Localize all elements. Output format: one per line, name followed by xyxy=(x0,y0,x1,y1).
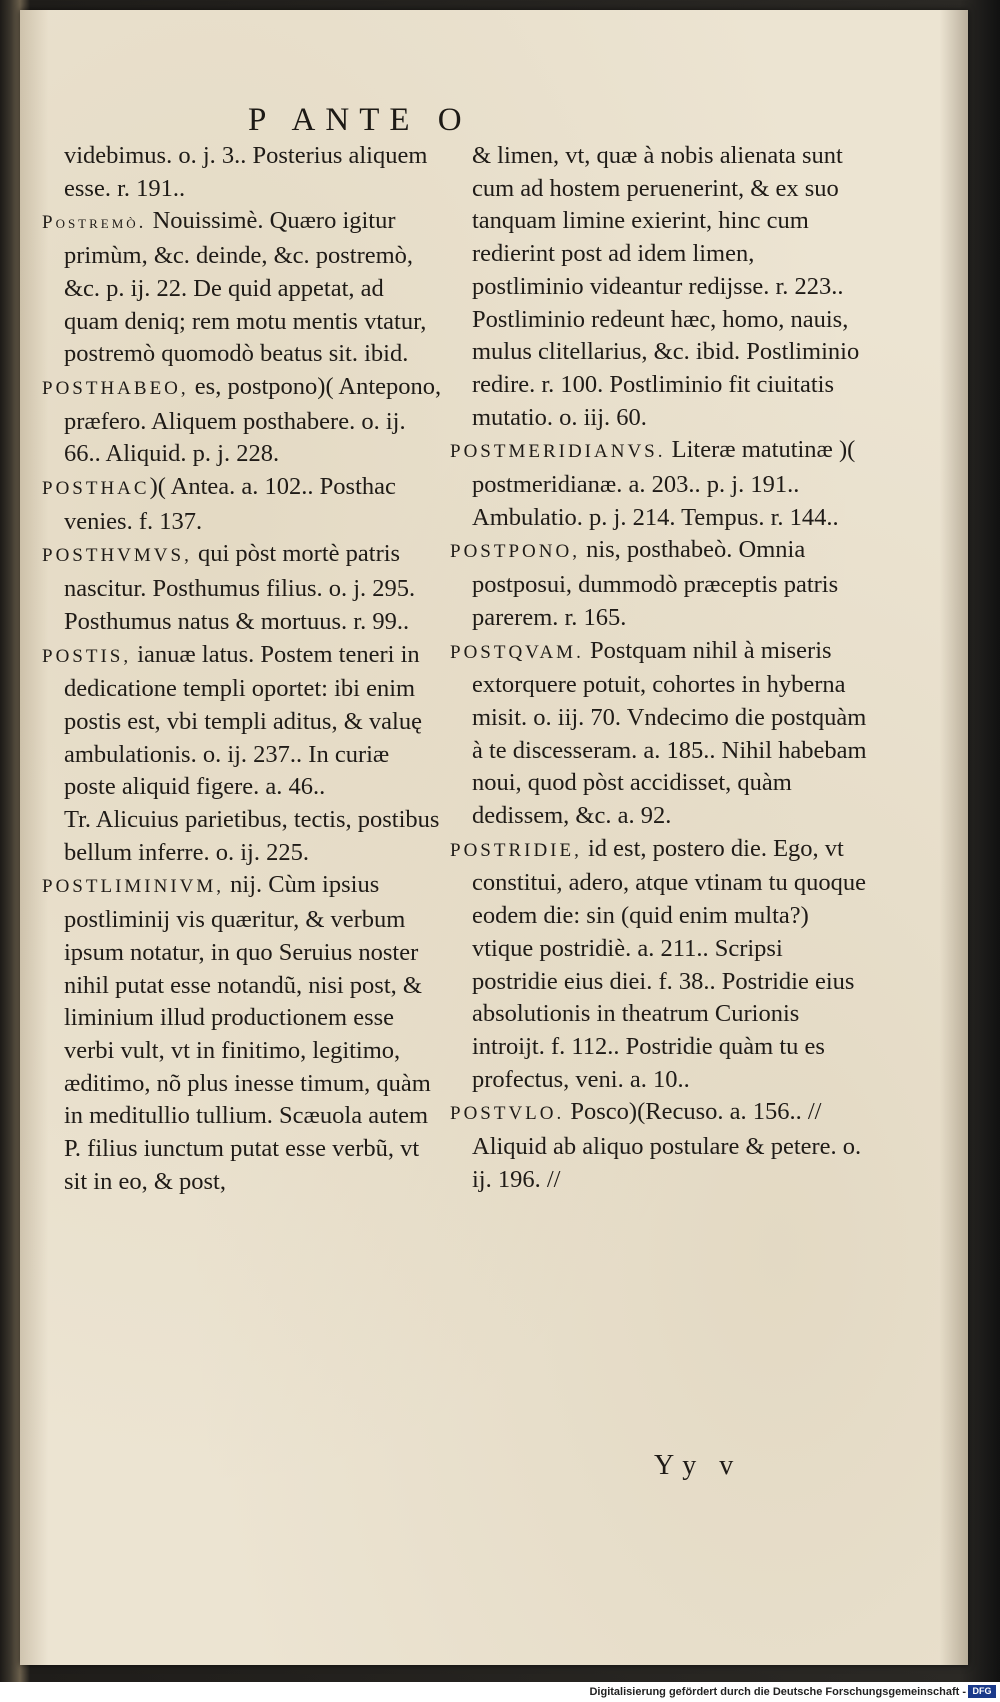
entry-headword: POSTHVMVS, xyxy=(42,545,192,567)
dictionary-entry xyxy=(42,140,442,205)
entry-headword: POSTIS, xyxy=(42,645,132,667)
dictionary-entry xyxy=(42,371,442,471)
entry-headword: POSTPONO, xyxy=(450,541,580,563)
entry-headword: POSTHABEO, xyxy=(42,377,189,399)
entry-text: Posco)(Recuso. a. 156.. // Aliquid ab aliquo postulare & petere. o. ij. 196. // xyxy=(472,1098,862,1193)
dictionary-entry xyxy=(42,804,442,869)
entry-headword: POSTMERIDIANVS. xyxy=(450,441,666,463)
dfg-logo-icon: DFG xyxy=(968,1685,996,1698)
entry-headword: POSTHAC xyxy=(42,478,150,500)
dictionary-entry xyxy=(42,205,442,371)
entry-text: es, postpono)( Antepono, præfero. Aliquem posthabere. o. ij. 66.. Aliquid. p. j. 228. xyxy=(64,372,442,468)
dictionary-entry xyxy=(450,635,870,833)
entry-text: Literæ matutinæ )( postmeridianæ. a. 203.. p. j. 191.. Ambulatio. p. j. 214. Tempus. r. 144.. xyxy=(472,436,856,531)
entry-text: qui pòst mortè patris nascitur. Posthumus filius. o. j. 295. Posthumus natus & mortuus. r. 99.. xyxy=(64,540,416,635)
entry-text: ianuæ latus. Postem teneri in dedicatione templi oportet: ibi enim postis est, vbi templi aditus, & valuę ambulationis. o. ij. 237.. In curiæ poste aliquid figere. a. 46.. xyxy=(64,640,422,801)
signature-mark: Yy v xyxy=(654,1450,742,1481)
dictionary-entry xyxy=(42,869,442,1198)
entry-text: id est, postero die. Ego, vt constitui, adero, atque vtinam tu quoque eodem die: sin (quid enim multa?) vtique postridiè. a. 211.. Scripsi postridie eius diei. f. 38.. Postridie eius absolutionis in theatrum Curionis introijt. f. 112.. Postridie quàm tu es profectus, veni. a. 10.. xyxy=(472,834,866,1093)
entry-text: nij. Cùm ipsius postliminij vis quæritur, & verbum ipsum notatur, in quo Seruius noster nihil putat esse notandũ, nisi post, & liminium illud productionem esse verbi vult, vt in finitimo, legitimo, æditimo, nõ plus inesse timum, quàm in meditullio tullium. Scæuola autem P. filius iunctum putat esse verbũ, vt sit in eo, & post, xyxy=(64,871,431,1195)
dictionary-entry xyxy=(42,538,442,638)
book-page xyxy=(20,10,968,1665)
entry-text: Tr. Alicuius parietibus, tectis, postibus bellum inferre. o. ij. 225. xyxy=(64,806,440,866)
running-header: P ANTE O xyxy=(248,102,472,138)
dictionary-entry xyxy=(42,471,442,538)
left-column xyxy=(42,140,442,1199)
dictionary-entry xyxy=(450,1096,870,1196)
dictionary-entry xyxy=(42,639,442,805)
right-column xyxy=(450,140,870,1197)
entry-text: nis, posthabeò. Omnia postposui, dummodò præceptis patris parerem. r. 165. xyxy=(472,536,839,631)
banner-text: Digitalisierung gefördert durch die Deutsche Forschungsgemeinschaft - xyxy=(589,1686,966,1698)
entry-text: Nouissimè. Quæro igitur primùm, &c. deinde, &c. postremò, &c. p. ij. 22. De quid appetat, ad quam deniq; rem motu mentis vtatur, postremò quomodò beatus sit. ibid. xyxy=(64,207,427,368)
entry-headword: POSTLIMINIVM, xyxy=(42,876,225,898)
entry-text: Postquam nihil à miseris extorquere potuit, cohortes in hyberna misit. o. iij. 70. Vndecimo die postquàm à te discesseram. a. 185.. Nihil habebam noui, quod pòst accidisset, quàm dedissem, &c. a. 92. xyxy=(472,636,867,830)
entry-headword: POSTQVAM. xyxy=(450,641,584,663)
entry-text: & limen, vt, quæ à nobis alienata sunt cum ad hostem peruenerint, & ex suo tanquam limine exierint, hinc cum redierint post ad idem limen, postliminio videantur redijsse. r. 223.. Postliminio redeunt hæc, homo, nauis, mulus clitellarius, &c. ibid. Postliminio redire. r. 100. Postliminio fit ciuitatis mutatio. o. iij. 60. xyxy=(472,142,860,431)
digitization-banner xyxy=(0,1682,1000,1702)
entry-headword: Postremò. xyxy=(42,212,147,234)
entry-headword: POSTRIDIE, xyxy=(450,839,582,861)
entry-headword: POSTVLO. xyxy=(450,1103,565,1125)
dictionary-entry xyxy=(450,434,870,534)
entry-text: )( Antea. a. 102.. Posthac venies. f. 137. xyxy=(64,473,396,535)
dictionary-entry xyxy=(450,534,870,634)
dictionary-entry xyxy=(450,833,870,1097)
dictionary-entry xyxy=(450,140,870,434)
entry-text: videbimus. o. j. 3.. Posterius aliquem esse. r. 191.. xyxy=(64,142,428,202)
